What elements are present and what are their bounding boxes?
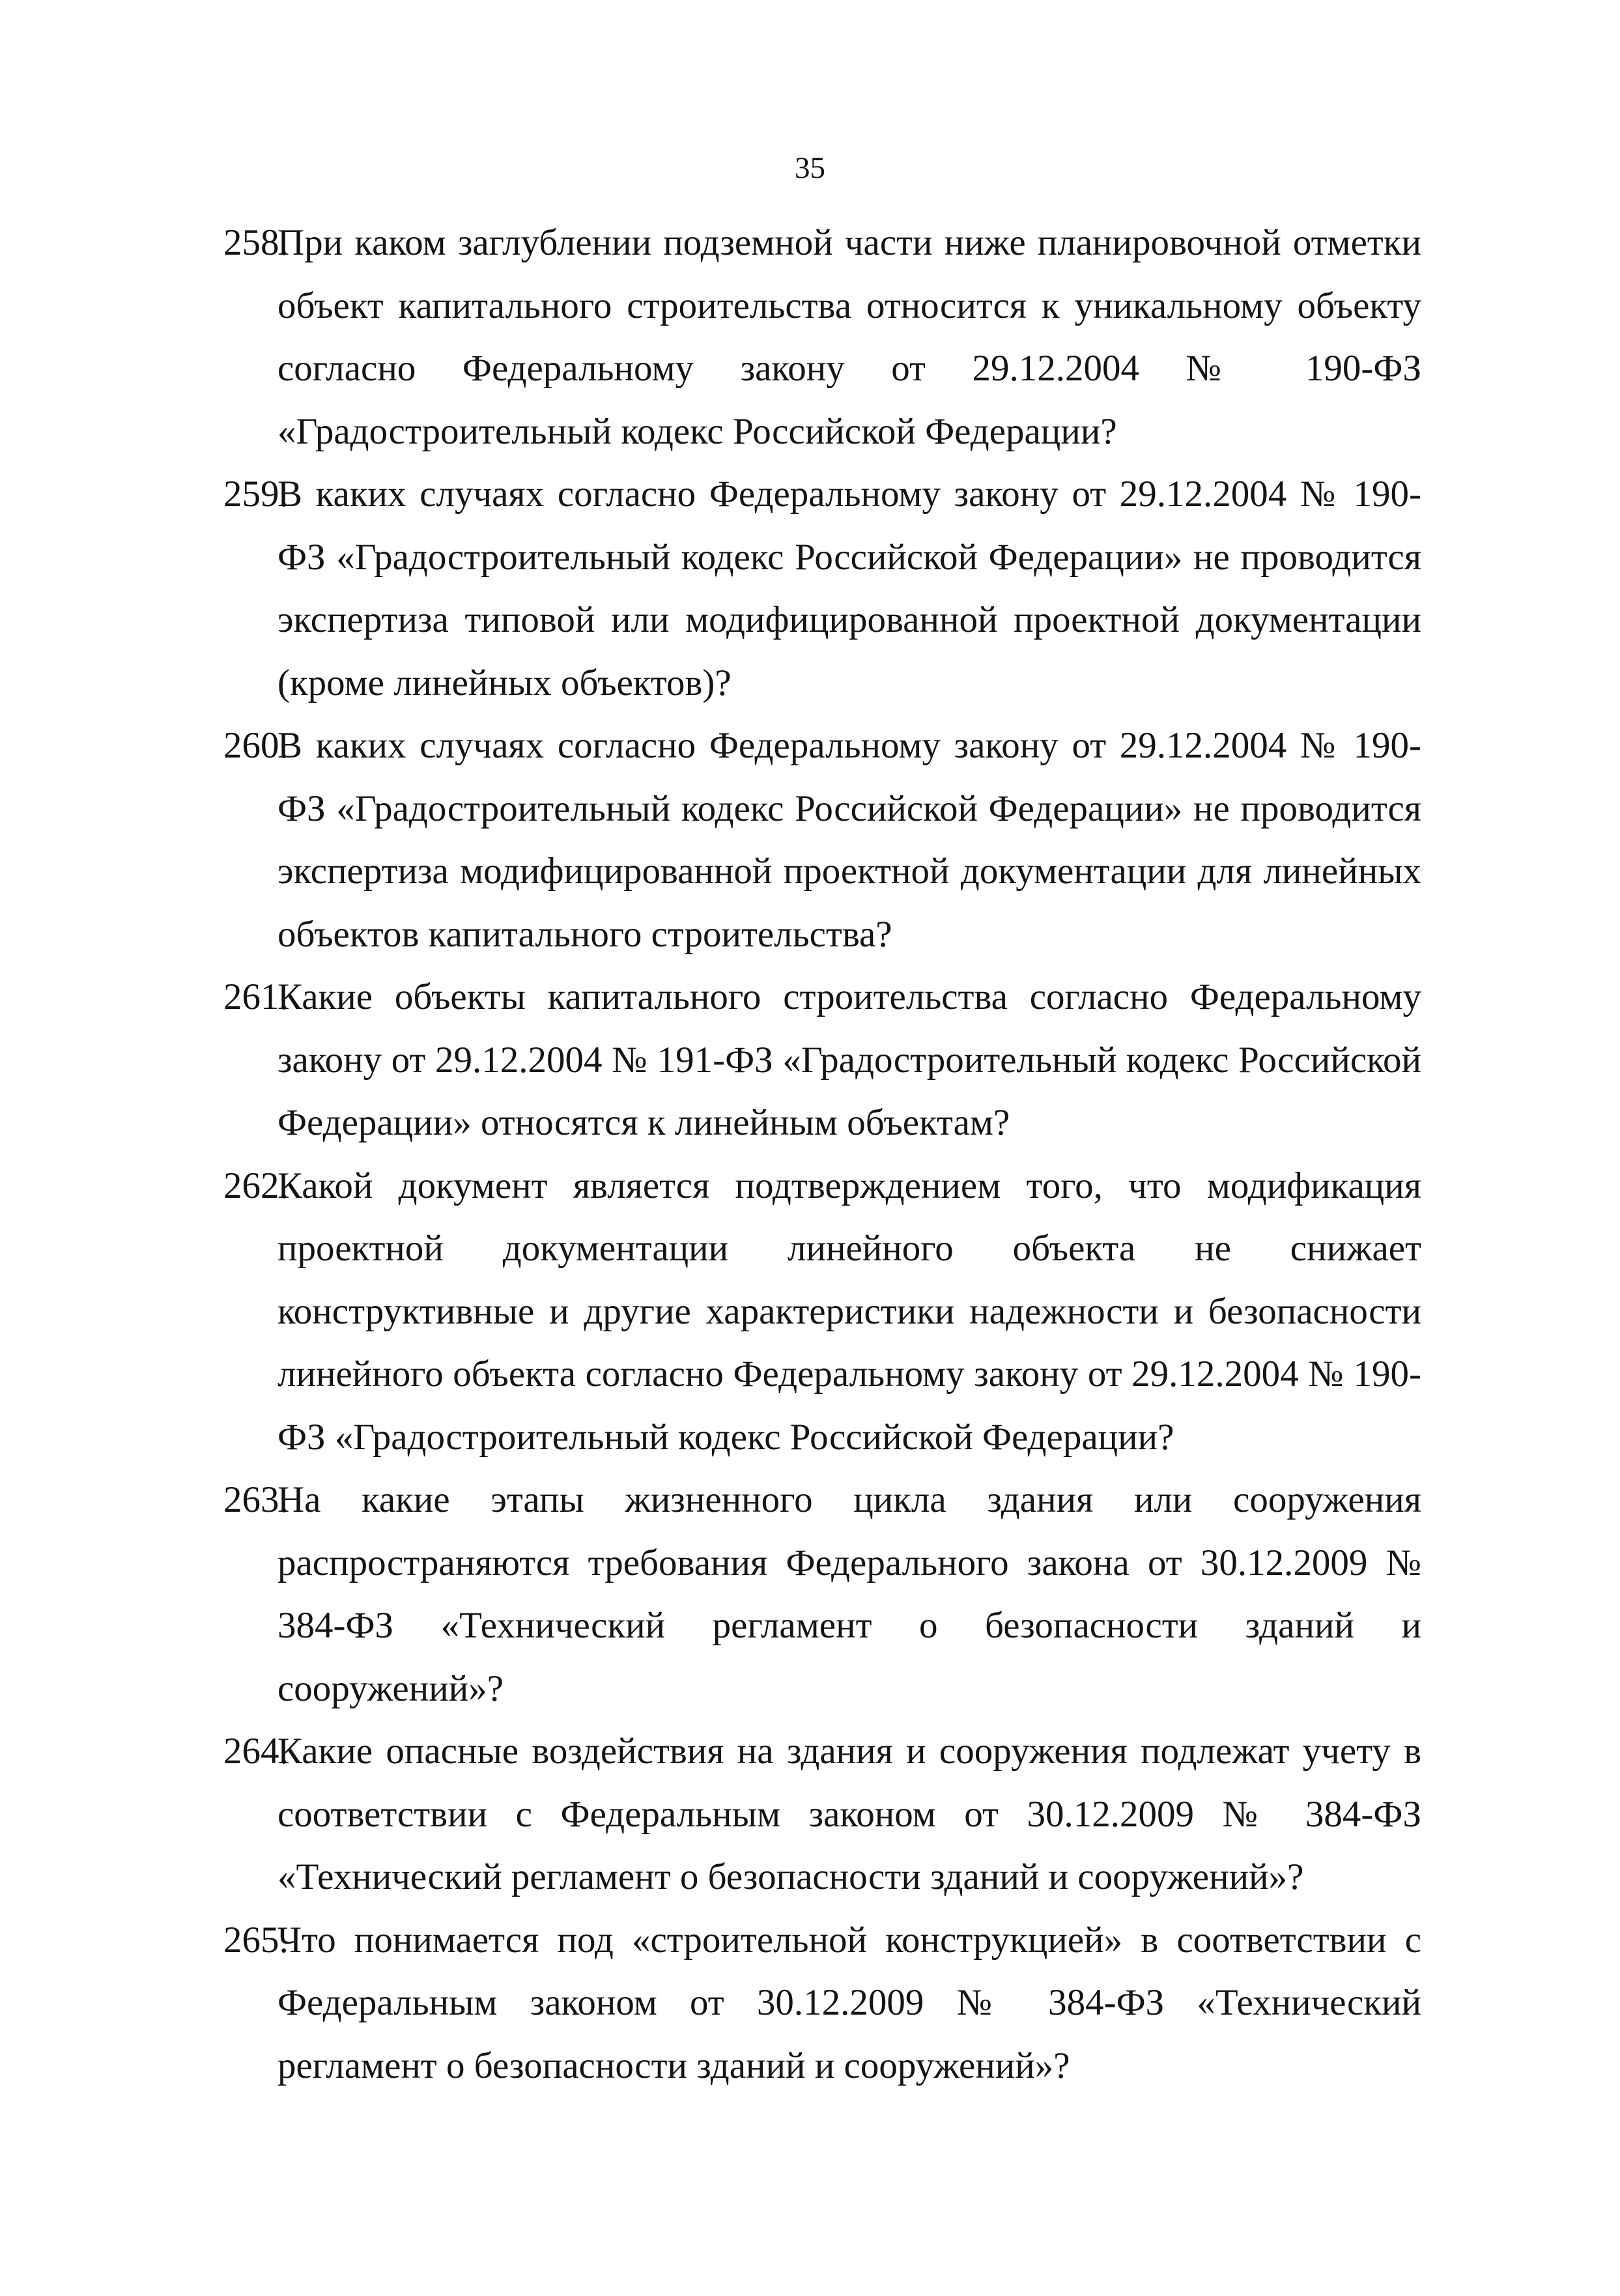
question-item — [223, 463, 1421, 715]
question-text: Какой документ является подтверждением того, что модификация проектной документации линейного объекта не снижает конструктивные и другие характеристики надежности и безопасности линейного объекта согласно Федеральному закону от 29.12.2004 № 190-ФЗ «Градостроительный кодекс Российской Федерации? — [277, 1165, 1421, 1458]
question-number: 258. — [223, 222, 289, 263]
question-text: Что понимается под «строительной конструкцией» в соответствии с Федеральным законом от 30.12.2009 № 384-ФЗ «Технический регламент о безопасности зданий и сооружений»? — [277, 1919, 1421, 2086]
question-text: В каких случаях согласно Федеральному закону от 29.12.2004 № 190-ФЗ «Градостроительный кодекс Российской Федерации» не проводится экспертиза типовой или модифицированной проектной документации (кроме линейных объектов)? — [277, 474, 1421, 703]
question-number: 262. — [223, 1165, 289, 1206]
question-item — [223, 1155, 1421, 1469]
question-number: 260. — [223, 725, 289, 766]
question-item — [223, 715, 1421, 966]
question-number: 265. — [223, 1919, 289, 1961]
question-number: 264. — [223, 1731, 289, 1772]
question-text: При каком заглублении подземной части ниже планировочной отметки объект капитального строительства относится к уникальному объекту согласно Федеральному закону от 29.12.2004 № 190-ФЗ «Градостроительный кодекс Российской Федерации? — [277, 222, 1421, 452]
question-text: На какие этапы жизненного цикла здания или сооружения распространяются требования Федерального закона от 30.12.2009 № 384-ФЗ «Технический регламент о безопасности зданий и сооружений»? — [277, 1479, 1421, 1709]
question-item — [223, 212, 1421, 463]
question-item — [223, 966, 1421, 1155]
question-item — [223, 1909, 1421, 2098]
question-item — [223, 1469, 1421, 1720]
question-text: Какие объекты капитального строительства согласно Федеральному закону от 29.12.2004 № 191-ФЗ «Градостроительный кодекс Российской Федерации» относятся к линейным объектам? — [277, 976, 1421, 1143]
question-item — [223, 1720, 1421, 1909]
question-list — [223, 212, 1421, 2097]
question-text: В каких случаях согласно Федеральному закону от 29.12.2004 № 190-ФЗ «Градостроительный кодекс Российской Федерации» не проводится экспертиза модифицированной проектной документации для линейных объектов капитального строительства? — [277, 725, 1421, 955]
question-number: 263. — [223, 1479, 289, 1520]
question-text: Какие опасные воздействия на здания и сооружения подлежат учету в соответствии с Федеральным законом от 30.12.2009 № 384-ФЗ «Технический регламент о безопасности зданий и сооружений»? — [277, 1731, 1421, 1897]
page-number: 35 — [795, 151, 825, 185]
question-number: 261. — [223, 976, 289, 1017]
question-number: 259. — [223, 474, 289, 515]
